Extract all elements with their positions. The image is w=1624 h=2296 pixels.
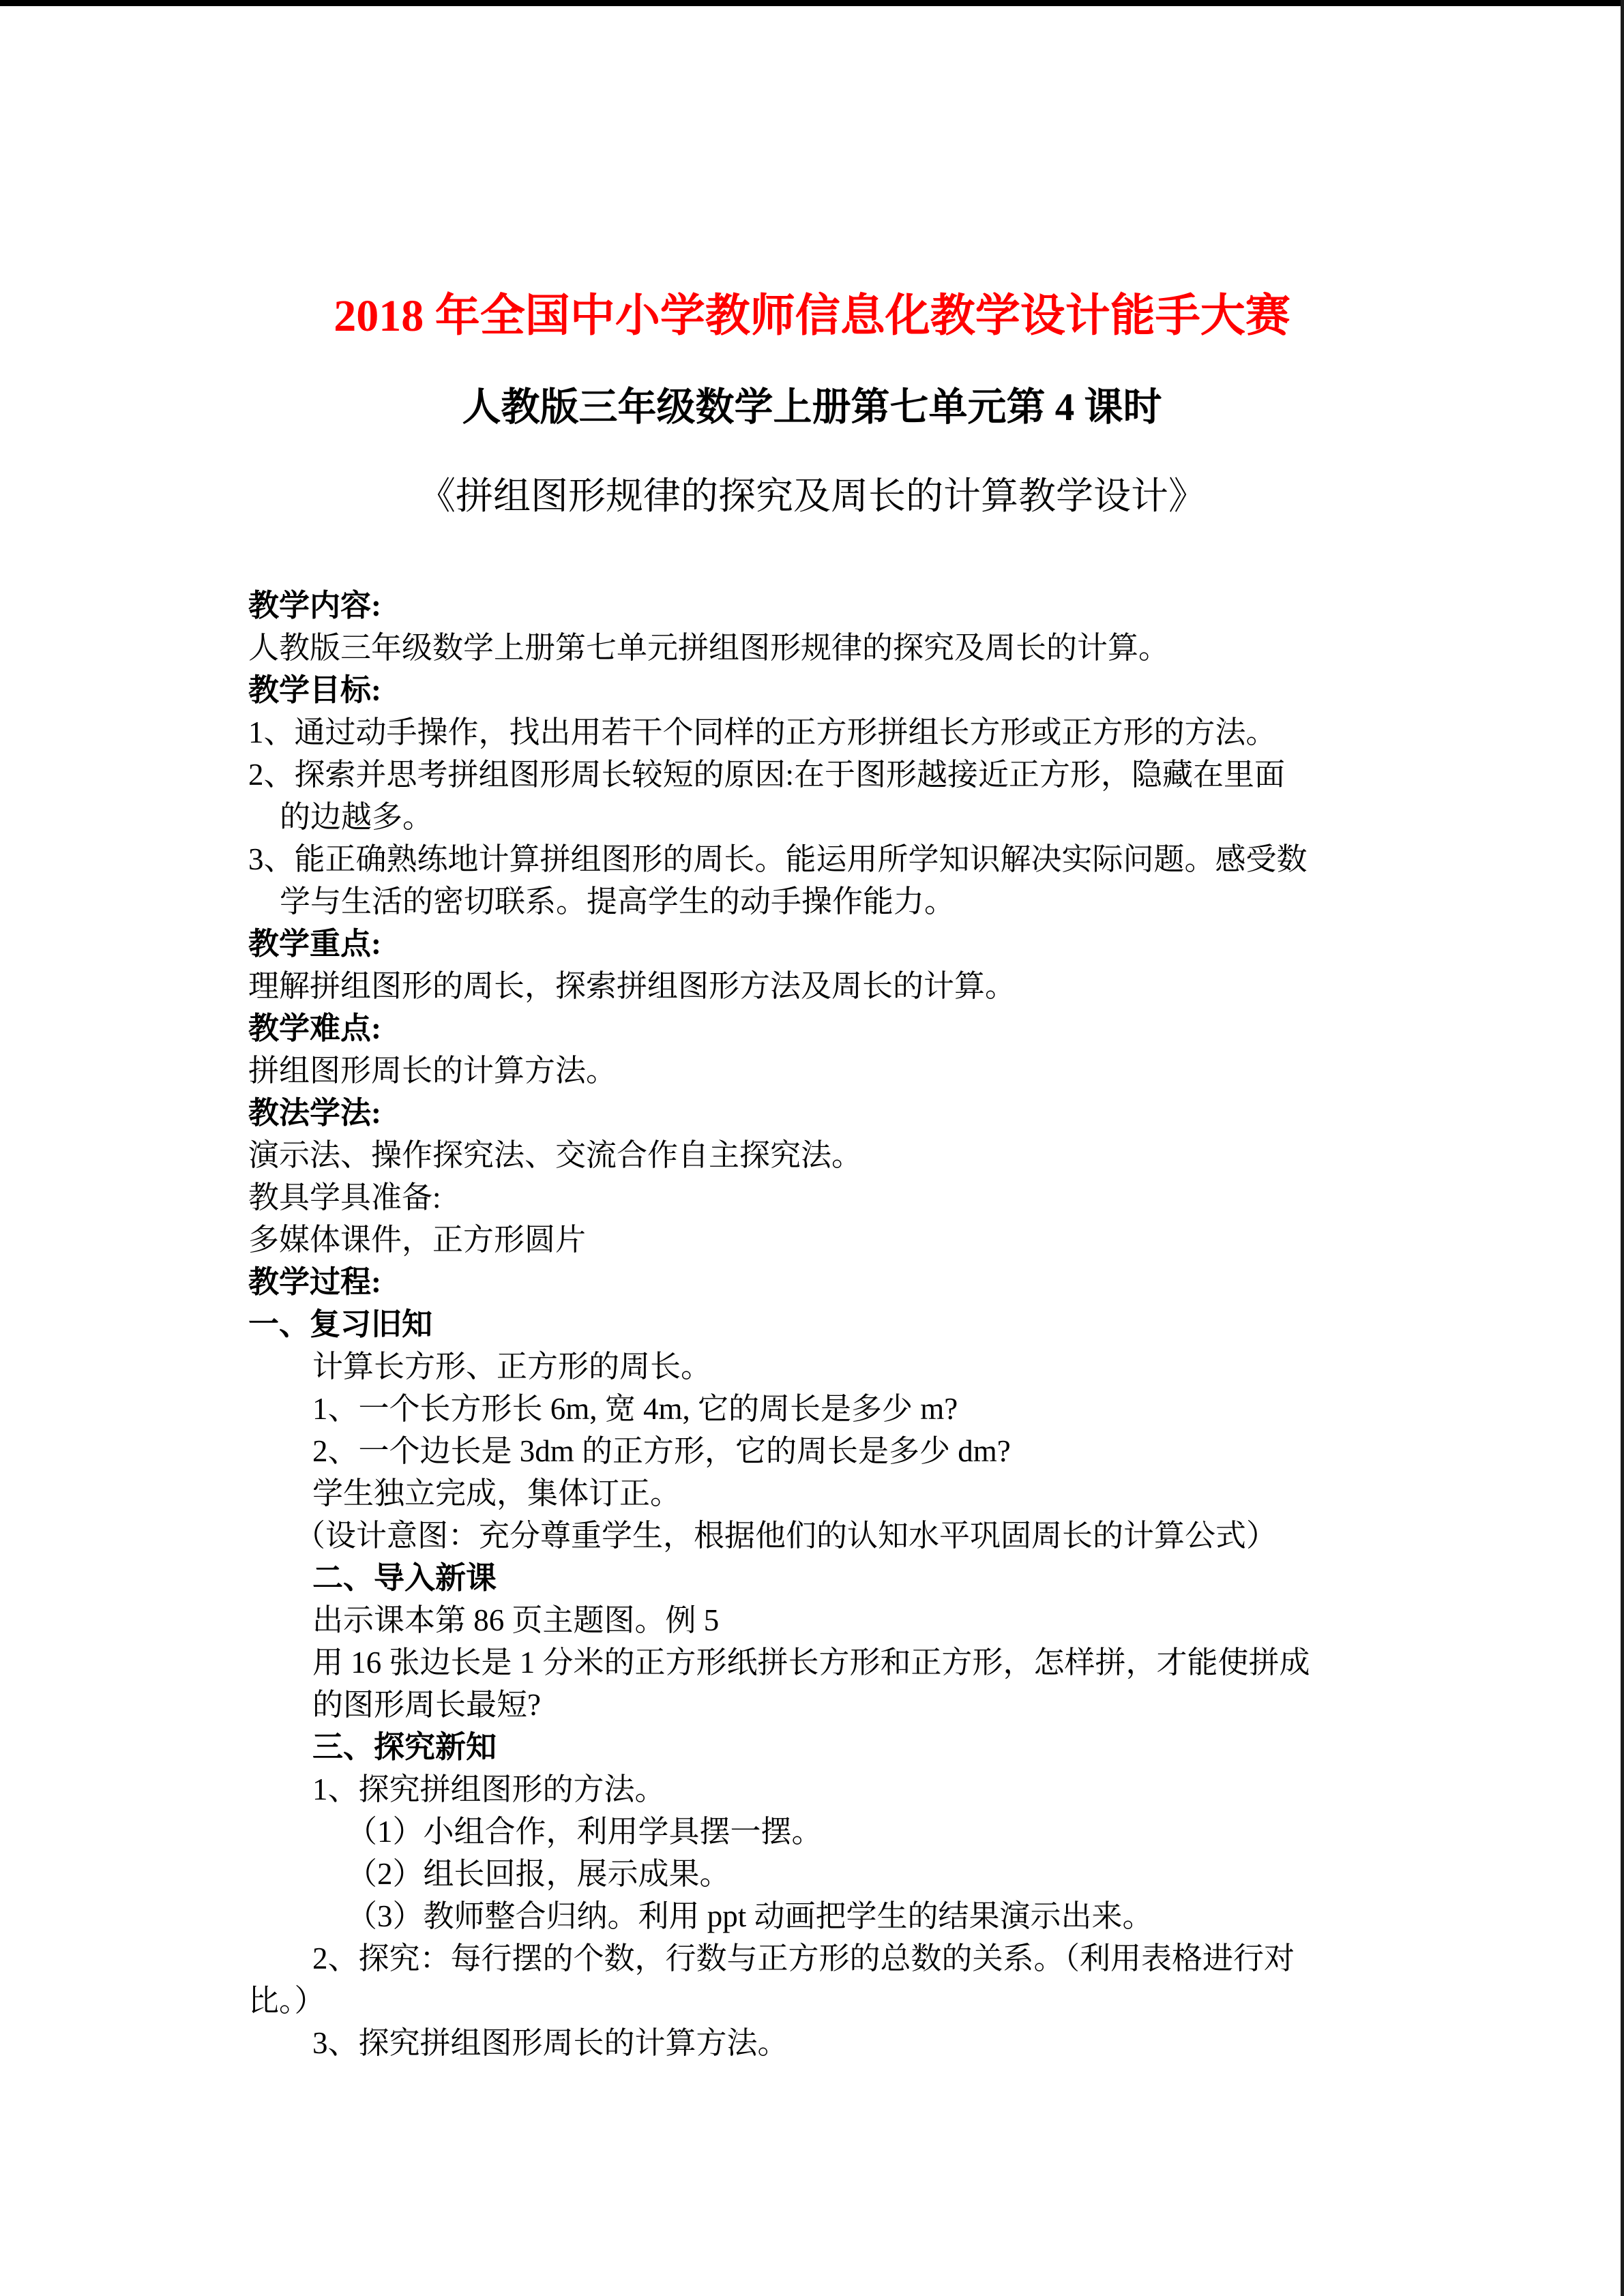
body-line: 3、探究拼组图形周长的计算方法。 (312, 2026, 788, 2060)
section-heading: 教学内容: (248, 588, 381, 623)
body-line: 2、探究：每行摆的个数，行数与正方形的总数的关系。（利用表格进行对 (312, 1941, 1295, 1976)
body-line: 人教版三年级数学上册第七单元拼组图形规律的探究及周长的计算。 (248, 631, 1170, 665)
body-line: 学生独立完成，集体订正。 (312, 1476, 681, 1510)
body-line: （1）小组合作，利用学具摆一摆。 (346, 1815, 823, 1849)
body-line: 演示法、操作探究法、交流合作自主探究法。 (248, 1138, 863, 1172)
body-line: 拼组图形周长的计算方法。 (248, 1054, 617, 1088)
body-line: 学与生活的密切联系。提高学生的动手操作能力。 (280, 884, 956, 919)
section-heading: 教法学法: (248, 1096, 381, 1130)
lesson-design-title: 《拼组图形规律的探究及周长的计算教学设计》 (417, 475, 1206, 517)
section-heading: 教学难点: (248, 1011, 381, 1045)
section-heading: 一、复习旧知 (248, 1307, 433, 1341)
body-line: （2）组长回报，展示成果。 (346, 1857, 730, 1891)
section-heading: 教学重点: (248, 927, 381, 961)
document-body (0, 584, 1624, 2064)
body-line: 的边越多。 (280, 800, 434, 834)
body-line: 1、一个长方形长 6m, 宽 4m, 它的周长是多少 m? (312, 1392, 958, 1426)
body-line: 的图形周长最短? (312, 1688, 541, 1722)
body-line: 理解拼组图形的周长，探索拼组图形方法及周长的计算。 (248, 969, 1016, 1003)
body-line: 2、探索并思考拼组图形周长较短的原因:在于图形越接近正方形，隐藏在里面 (248, 758, 1286, 792)
body-line: 多媒体课件，正方形圆片 (248, 1223, 587, 1257)
body-line: 1、通过动手操作，找出用若干个同样的正方形拼组长方形或正方形的方法。 (248, 715, 1277, 749)
body-line: 2、一个边长是 3dm 的正方形，它的周长是多少 dm? (312, 1434, 1011, 1468)
body-line: （设计意图：充分尊重学生，根据他们的认知水平巩固周长的计算公式） (295, 1519, 1278, 1553)
section-heading: 三、探究新知 (312, 1730, 497, 1764)
body-line: 用 16 张边长是 1 分米的正方形纸拼长方形和正方形，怎样拼，才能使拼成 (312, 1645, 1310, 1680)
body-line: 1、探究拼组图形的方法。 (312, 1772, 666, 1806)
body-line: 3、能正确熟练地计算拼组图形的周长。能运用所学知识解决实际问题。感受数 (248, 842, 1308, 876)
section-heading: 教学目标: (248, 673, 381, 707)
top-border-bar (0, 0, 1624, 6)
body-line: 计算长方形、正方形的周长。 (312, 1350, 712, 1384)
body-line: 教具学具准备: (248, 1180, 441, 1214)
body-line: （3）教师整合归纳。利用 ppt 动画把学生的结果演示出来。 (346, 1899, 1153, 1933)
body-line: 比。） (248, 1984, 325, 2018)
textbook-edition-subtitle: 人教版三年级数学上册第七单元第 4 课时 (462, 386, 1162, 429)
contest-title: 2018 年全国中小学教师信息化教学设计能手大赛 (334, 291, 1290, 341)
body-line: 出示课本第 86 页主题图。例 5 (312, 1603, 720, 1637)
section-heading: 教学过程: (248, 1265, 381, 1299)
section-heading: 二、导入新课 (312, 1561, 497, 1595)
